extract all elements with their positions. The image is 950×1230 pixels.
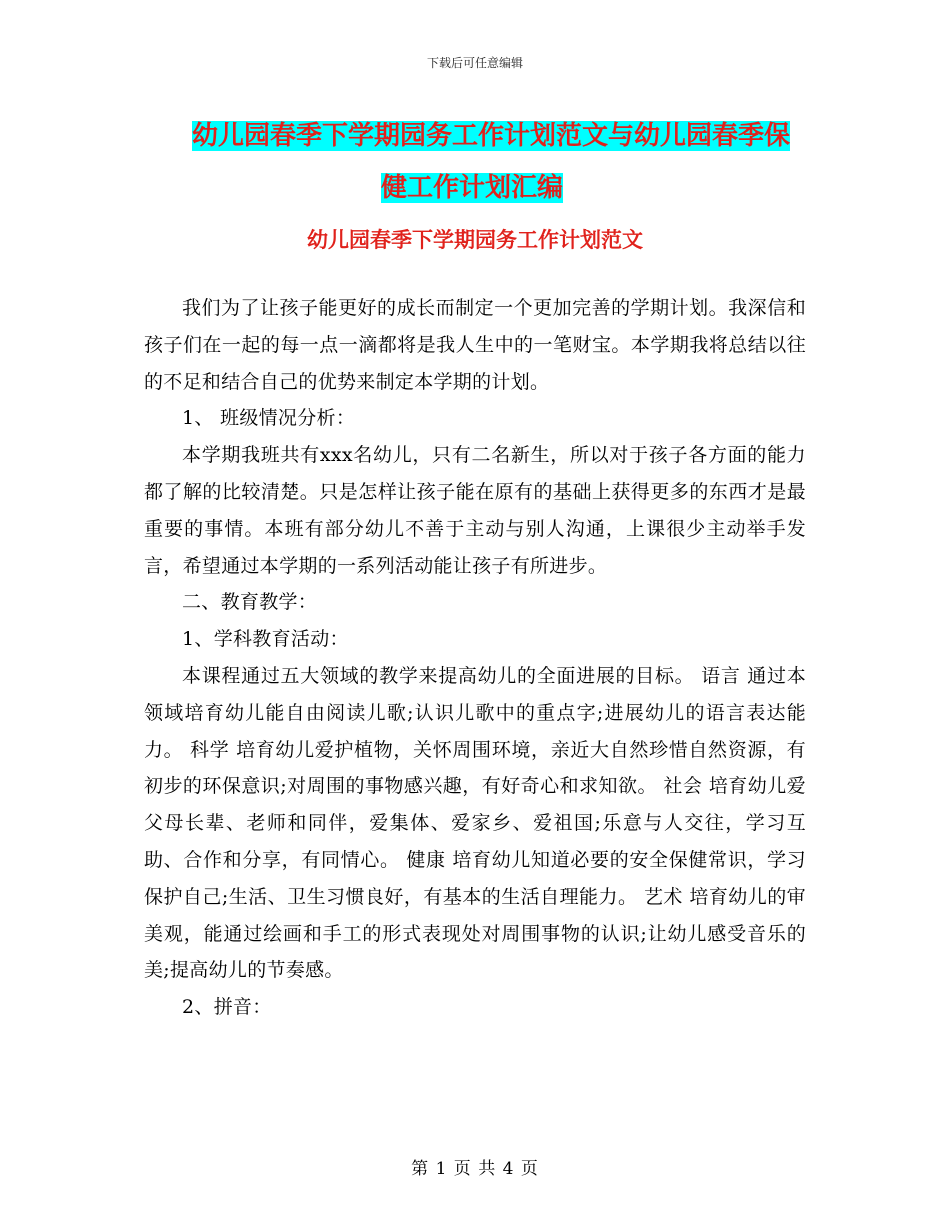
page-header: 下载后可任意编辑 — [426, 56, 523, 70]
title-highlight-1: 幼儿园春季下学期园务工作计划范文与幼儿园春季保 — [192, 121, 791, 151]
document-title-line-2 — [140, 162, 840, 214]
paragraph-heading-subject-activities: 1、学科教育活动： — [182, 628, 349, 651]
paragraph-heading-pinyin: 2、拼音： — [182, 996, 272, 1019]
paragraph-heading-education: 二、教育教学： — [182, 591, 318, 614]
document-body — [144, 290, 806, 1026]
title-highlight-2: 健工作计划汇编 — [381, 173, 564, 203]
section-title: 幼儿园春季下学期园务工作计划范文 — [307, 227, 643, 252]
paragraph-subject-activities: 本课程通过五大领域的教学来提高幼儿的全面进展的目标。 语言 通过本领域培育幼儿能自由阅读儿歌;认识儿歌中的重点字;进展幼儿的语言表达能力。 科学 培育幼儿爱护植物，关怀周围环境，亲近大自然珍惜自然资源，有初步的环保意识;对周围的事物感兴趣，有好奇心和求知欲。 社会 培育幼儿爱父母长辈、老师和同伴，爱集体、爱家乡、爱祖国;乐意与人交往，学习互助、合作和分享，有同情心。 健康 培育幼儿知道必要的安全保健常识，学习保护自己;生活、卫生习惯良好，有基本的生活自理能力。 艺术 培育幼儿的审美观，能通过绘画和手工的形式表现处对周围事物的认识;让幼儿感受音乐的美;提高幼儿的节奏感。 — [144, 664, 806, 982]
paragraph-intro: 我们为了让孩子能更好的成长而制定一个更加完善的学期计划。我深信和孩子们在一起的每一点一滴都将是我人生中的一笔财宝。本学期我将总结以往的不足和结合自己的优势来制定本学期的计划。 — [144, 297, 806, 393]
document-title — [140, 110, 840, 214]
paragraph-class-analysis: 本学期我班共有xxx名幼儿，只有二名新生，所以对于孩子各方面的能力都了解的比较清楚。只是怎样让孩子能在原有的基础上获得更多的东西才是最重要的事情。本班有部分幼儿不善于主动与别人沟通，上课很少主动举手发言，希望通过本学期的一系列活动能让孩子有所进步。 — [144, 444, 806, 577]
page-footer: 第 1 页 共 4 页 — [411, 1159, 539, 1179]
paragraph-heading-class-analysis: 1、 班级情况分析： — [182, 407, 356, 430]
document-title-line-1 — [140, 110, 840, 162]
